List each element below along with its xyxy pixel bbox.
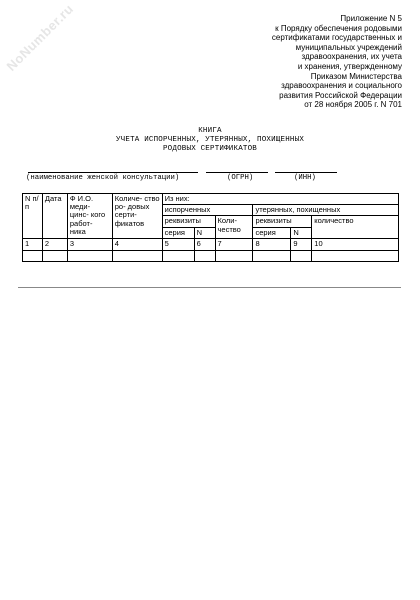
table-cell — [23, 250, 43, 261]
bottom-divider — [18, 287, 401, 288]
inn-blank-line — [275, 172, 337, 173]
table-cell — [162, 250, 194, 261]
title-line: РОДОВЫХ СЕРТИФИКАТОВ — [162, 144, 257, 153]
appendix-line: сертификатами государственных и — [271, 33, 402, 43]
appendix-line: Приложение N 5 — [340, 14, 402, 23]
header-lost-series: серия — [253, 227, 291, 238]
header-fio: Ф И.О. меди- цинс- кого работ- ника — [67, 194, 112, 239]
appendix-line: и хранения, утвержденному — [297, 61, 402, 71]
header-num: N п/п — [23, 194, 43, 239]
header-spoiled: испорченных — [162, 205, 253, 216]
table-cell — [112, 250, 162, 261]
table-cell — [67, 250, 112, 261]
appendix-line: здравоохранения и социального — [281, 81, 402, 91]
column-number: 4 — [112, 238, 162, 250]
table-cell — [253, 250, 291, 261]
appendix-header — [232, 14, 402, 110]
inn-caption: (ИНН) — [294, 174, 316, 182]
organization-fields — [0, 166, 420, 186]
table-cell — [312, 250, 399, 261]
column-number: 1 — [23, 238, 43, 250]
header-count: Количе- ство ро- довых серти- фикатов — [112, 194, 162, 239]
header-lost: утерянных, похищенных — [253, 205, 399, 216]
title-line: УЧЕТА ИСПОРЧЕННЫХ, УТЕРЯННЫХ, ПОХИЩЕННЫХ — [115, 135, 305, 144]
certificates-table — [22, 193, 399, 262]
column-number: 2 — [42, 238, 67, 250]
header-spoiled-number: N — [194, 227, 215, 238]
consultation-blank-line — [28, 172, 198, 173]
header-spoiled-quantity: Коли- чество — [215, 216, 253, 238]
header-spoiled-series: серия — [162, 227, 194, 238]
column-number: 7 — [215, 238, 253, 250]
appendix-line: развития Российской Федерации — [279, 90, 402, 100]
appendix-line: к Порядку обеспечения родовыми — [275, 23, 402, 33]
consultation-caption: (наименование женской консультации) — [26, 174, 180, 182]
header-date: Дата — [42, 194, 67, 239]
column-number: 6 — [194, 238, 215, 250]
ogrn-caption: (ОГРН) — [227, 174, 254, 182]
column-number: 10 — [312, 238, 399, 250]
table-cell — [291, 250, 312, 261]
document-title — [0, 127, 420, 153]
header-lost-details: реквизиты — [253, 216, 312, 227]
appendix-line: здравоохранения, их учета — [301, 52, 402, 62]
column-number: 9 — [291, 238, 312, 250]
header-lost-number: N — [291, 227, 312, 238]
table-cell — [42, 250, 67, 261]
table-row — [23, 250, 399, 261]
watermark: NoNumber.ru — [3, 1, 77, 74]
appendix-line: от 28 ноября 2005 г. N 701 — [304, 100, 402, 110]
table-cell — [194, 250, 215, 261]
header-spoiled-details: реквизиты — [162, 216, 215, 227]
column-number: 5 — [162, 238, 194, 250]
table-cell — [215, 250, 253, 261]
column-number: 8 — [253, 238, 291, 250]
appendix-line: Приказом Министерства — [310, 71, 402, 81]
title-line: КНИГА — [198, 127, 222, 135]
appendix-line: муниципальных учреждений — [295, 42, 402, 52]
header-lost-quantity: количество — [312, 216, 399, 238]
header-of-them: Из них: — [162, 194, 398, 205]
ogrn-blank-line — [206, 172, 268, 173]
column-number: 3 — [67, 238, 112, 250]
